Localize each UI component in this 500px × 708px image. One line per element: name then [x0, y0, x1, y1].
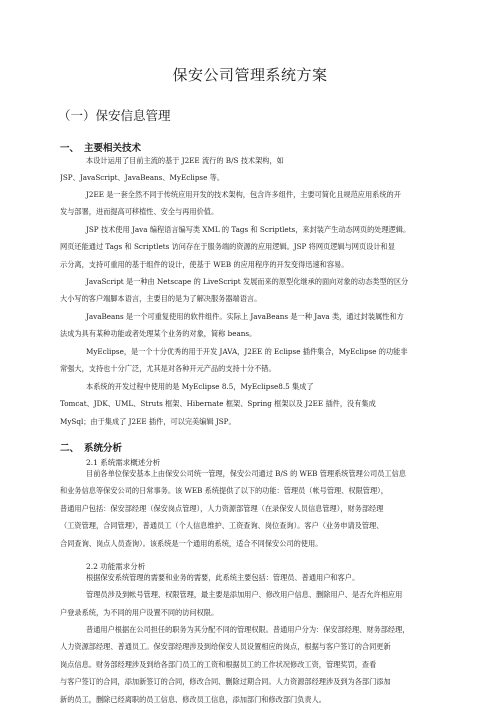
- text-line: 常强大，支持也十分广泛，尤其是对各种开元产品的支持十分不错。: [60, 364, 276, 374]
- text-line: 法成为具有某种功能或者处理某个业务的对象，简称 beans。: [60, 329, 257, 339]
- text-line: Tomcat、JDK、UML、Struts 框架、Hibernate 框架、Spring 框架以及 J2EE 插件，没有集成: [60, 399, 376, 409]
- paragraph-dev-environment: [60, 378, 442, 430]
- text-line: 普通用户根据在公司担任的职务为其分配不同的管理权限。普通用户分为：保安部经理、财务部经理，: [86, 625, 410, 634]
- text-line: 大小写的客户端脚本语言，主要目的是为了解决服务器端语言。: [60, 294, 262, 304]
- text-line: 户登录系统，为不同的用户设置不同的访问权限。: [60, 607, 219, 617]
- text-line: MyEclipse，是一个十分优秀的用于开发 JAVA，J2EE 的 Eclipse 插件集合，MyEclipse 的功能非: [86, 347, 408, 356]
- document-title: 保安公司管理系统方案: [172, 66, 328, 84]
- subheading-requirements-overview: 2.1 系统需求概述分析: [86, 458, 161, 467]
- heading-number: 一、: [60, 143, 80, 154]
- text-line: 本设计运用了目前主流的基于 J2EE 流行的 B/S 技术架构，如: [86, 156, 284, 165]
- text-line: 和业务信息等保安公司的日常事务。该 WEB 系统提供了以下的功能：管理员（帐号管理、权限管理），: [60, 486, 388, 496]
- text-line: 人力资源部经理、普通员工。保安部经理涉及到给保安人员设置相应的岗点，根据与客户签订的合同更新: [60, 642, 391, 652]
- paragraph-user-permissions: [60, 621, 442, 708]
- text-line: J2EE 是一套全然不同于传统应用开发的技术架构，包含许多组件，主要可简化且规范应用系统的开: [86, 190, 401, 199]
- paragraph-functional-roles: [60, 569, 442, 621]
- text-line: MySql；由于集成了 J2EE 插件，可以完美编辑 JSP。: [60, 416, 236, 426]
- heading-system-analysis: [60, 440, 122, 454]
- text-line: 根据保安系统管理的需要和业务的需要，此系统主要包括：管理员、普通用户和客户。: [86, 573, 360, 582]
- text-line: JavaBeans 是一个可重复使用的软件组件。实际上 JavaBeans 是一种 Java 类，通过封装属性和方: [86, 312, 404, 321]
- text-line: 网页还能通过 Tags 和 Scriptlets 访问存在于服务端的资源的应用逻辑。JSP 将网页逻辑与网页设计和显: [60, 242, 395, 252]
- text-line: 与客户签订的合同，添加新签订的合同，修改合同、删除过期合同。人力资源部经理涉及到为各部门添加: [60, 677, 391, 687]
- paragraph-tech-intro: [60, 152, 442, 187]
- section-title: （一）保安信息管理: [58, 108, 171, 123]
- text-line: 岗点信息。财务部经理涉及到给各部门员工的工资和根据员工的工作状况修改工资，管理奖罚，查看: [60, 659, 377, 669]
- text-line: JavaScript 是一种由 Netscape 的 LiveScript 发展而来的原型化继承的面向对象的动态类型的区分: [86, 277, 409, 286]
- text-line: （工资管理，合同管理），普通员工（个人信息维护、工资查询、岗位查询）。客户（业务申请及管理、: [60, 521, 384, 531]
- text-line: 发与部署，进而提高可移植性、安全与再用价值。: [60, 207, 219, 217]
- text-line: JSP 技术使用 Java 编程语言编写类 XML 的 Tags 和 Scriptlets，来封装产生动态网页的处理逻辑。: [86, 225, 411, 234]
- paragraph-myeclipse: [60, 343, 442, 378]
- heading-text: 主要相关技术: [84, 143, 142, 154]
- heading-number: 二、: [60, 443, 80, 454]
- text-line: JSP、JavaScript、JavaBeans、MyEclipse 等。: [60, 173, 225, 183]
- heading-text: 系统分析: [84, 443, 123, 454]
- paragraph-requirements-overview: [60, 465, 442, 552]
- paragraph-jsp: [60, 221, 442, 273]
- subheading-functional-requirements: 2.2 功能需求分析: [86, 562, 146, 571]
- text-line: 管理员涉及到帐号管理、权限管理，最主要是添加用户、修改用户信息、删除用户、是否允许相应用: [86, 590, 403, 600]
- text-line: 合同查询、岗点人员查询）。该系统是一个通用的系统，适合不同保安公司的使用。: [60, 538, 323, 548]
- text-line: 普通用户包括：保安部经理（保安岗点管理），人力资源部管理（在录保安人员信息管理），财务部经理: [60, 503, 384, 513]
- paragraph-javabeans: [60, 308, 442, 343]
- text-line: 目前各单位保安基本上由保安公司统一管理，保安公司通过 B/S 的 WEB 管理系统管理公司员工信息: [86, 469, 406, 478]
- text-line: 示分离，支持可重用的基于组件的设计，使基于 WEB 的应用程序的开发变得迅速和容易。: [60, 259, 349, 269]
- paragraph-j2ee: [60, 186, 442, 221]
- text-line: 新的员工，删除已经离职的员工信息、修改员工信息，添加部门和修改部门负责人。: [60, 694, 326, 704]
- paragraph-javascript: [60, 273, 442, 308]
- text-line: 本系统的开发过程中使用的是 MyEclipse 8.5，MyEclipse8.5 集成了: [86, 382, 314, 391]
